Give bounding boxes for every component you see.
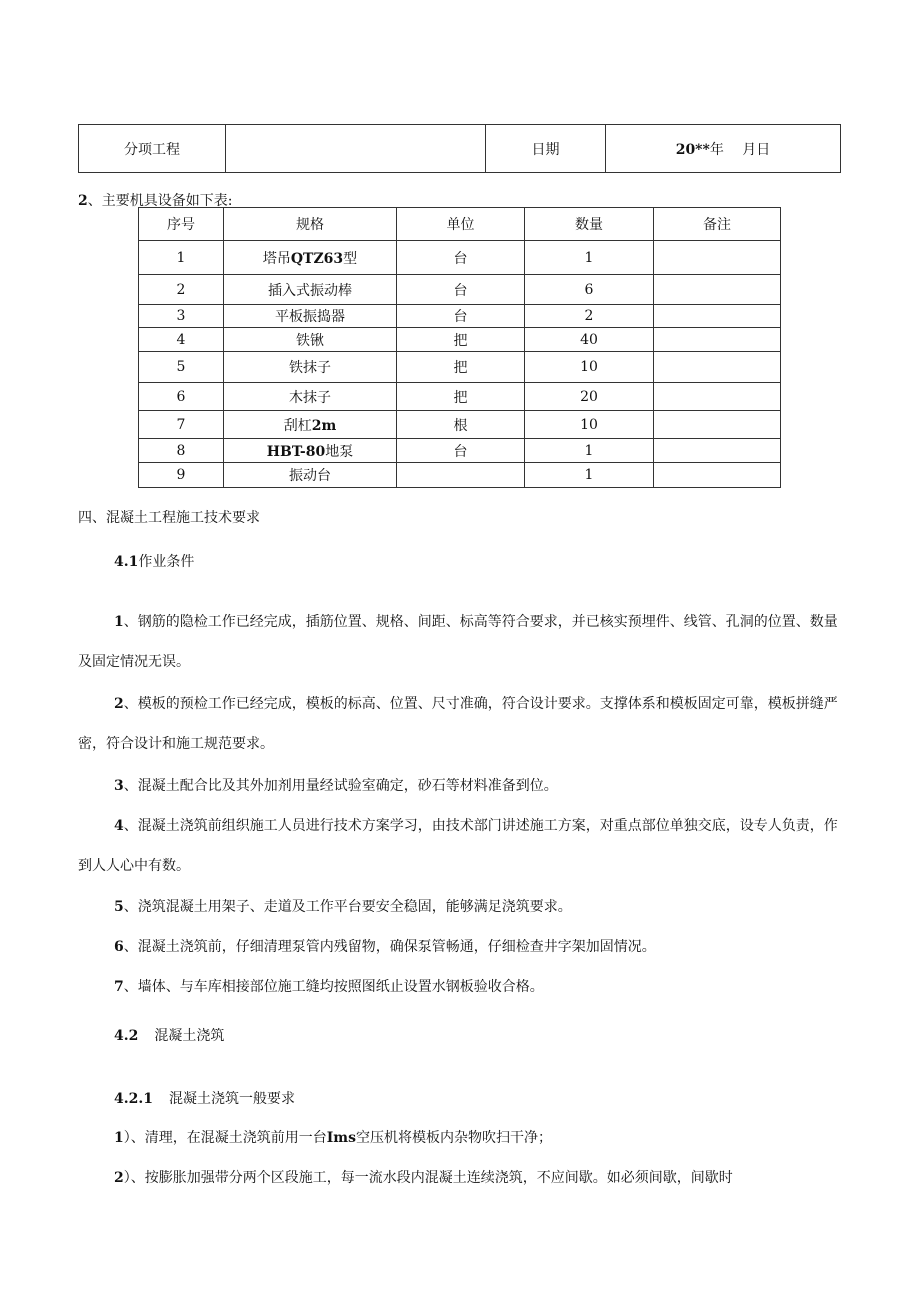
table-row: 9 振动台 1 <box>139 463 781 488</box>
list-item: 1、钢筋的隐检工作已经完成，插筋位置、规格、间距、标高等符合要求，并已核实预埋件、线管、孔洞的位置、数量及固定情况无误。 <box>78 614 838 670</box>
equipment-table <box>138 207 781 488</box>
col-header-qty: 数量 <box>525 208 654 241</box>
table-header-row <box>139 208 781 241</box>
header-label: 分项工程 <box>79 125 226 173</box>
list-item: 2）、按膨胀加强带分两个区段施工，每一流水段内混凝土连续浇筑，不应间歇。如必须间歇，间歇时 <box>114 1170 733 1186</box>
list-item: 3、混凝土配合比及其外加剂用量经试验室确定，砂石等材料准备到位。 <box>114 778 558 794</box>
equipment-intro: 2、主要机具设备如下表: <box>78 193 233 209</box>
subsection-4-1: 4.1作业条件 <box>114 554 195 570</box>
col-header-note: 备注 <box>654 208 781 241</box>
list-item: 4、混凝土浇筑前组织施工人员进行技术方案学习，由技术部门讲述施工方案，对重点部位单独交底，设专人负责，作到人人心中有数。 <box>78 818 838 874</box>
col-header-spec: 规格 <box>224 208 397 241</box>
header-table <box>78 124 841 173</box>
table-row: 4 铁锹 把 40 <box>139 328 781 352</box>
date-year: 20** <box>675 141 710 158</box>
table-row: 1 塔吊QTZ63型 台 1 <box>139 241 781 275</box>
col-header-unit: 单位 <box>397 208 525 241</box>
table-row: 6 木抹子 把 20 <box>139 383 781 411</box>
list-item: 7、墙体、与车库相接部位施工缝均按照图纸止设置水钢板验收合格。 <box>114 979 544 995</box>
section-title: 四、混凝土工程施工技术要求 <box>78 510 260 526</box>
subsection-4-2: 4.2 混凝土浇筑 <box>114 1028 225 1044</box>
col-header-no: 序号 <box>139 208 224 241</box>
table-row: 3 平板振捣器 台 2 <box>139 305 781 328</box>
table-row: 7 刮杠2m 根 10 <box>139 411 781 439</box>
date-suffix: 年 月日 <box>709 141 771 158</box>
list-item: 1）、清理，在混凝土浇筑前用一台Ims空压机将模板内杂物吹扫干净； <box>114 1130 552 1146</box>
date-label: 日期 <box>486 125 606 173</box>
subsection-4-2-1: 4.2.1 混凝土浇筑一般要求 <box>114 1091 295 1107</box>
list-item: 6、混凝土浇筑前，仔细清理泵管内残留物，确保泵管畅通，仔细检查井字架加固情况。 <box>114 939 656 955</box>
table-row: 8 HBT-80地泵 台 1 <box>139 439 781 463</box>
table-row: 2 插入式振动棒 台 6 <box>139 275 781 305</box>
header-value <box>226 125 486 173</box>
date-value <box>606 125 841 173</box>
list-item: 5、浇筑混凝土用架子、走道及工作平台要安全稳固，能够满足浇筑要求。 <box>114 899 572 915</box>
list-item: 2、模板的预检工作已经完成，模板的标高、位置、尺寸准确，符合设计要求。支撑体系和模板固定可靠，模板拼缝严密，符合设计和施工规范要求。 <box>78 696 838 752</box>
table-row: 5 铁抹子 把 10 <box>139 352 781 383</box>
